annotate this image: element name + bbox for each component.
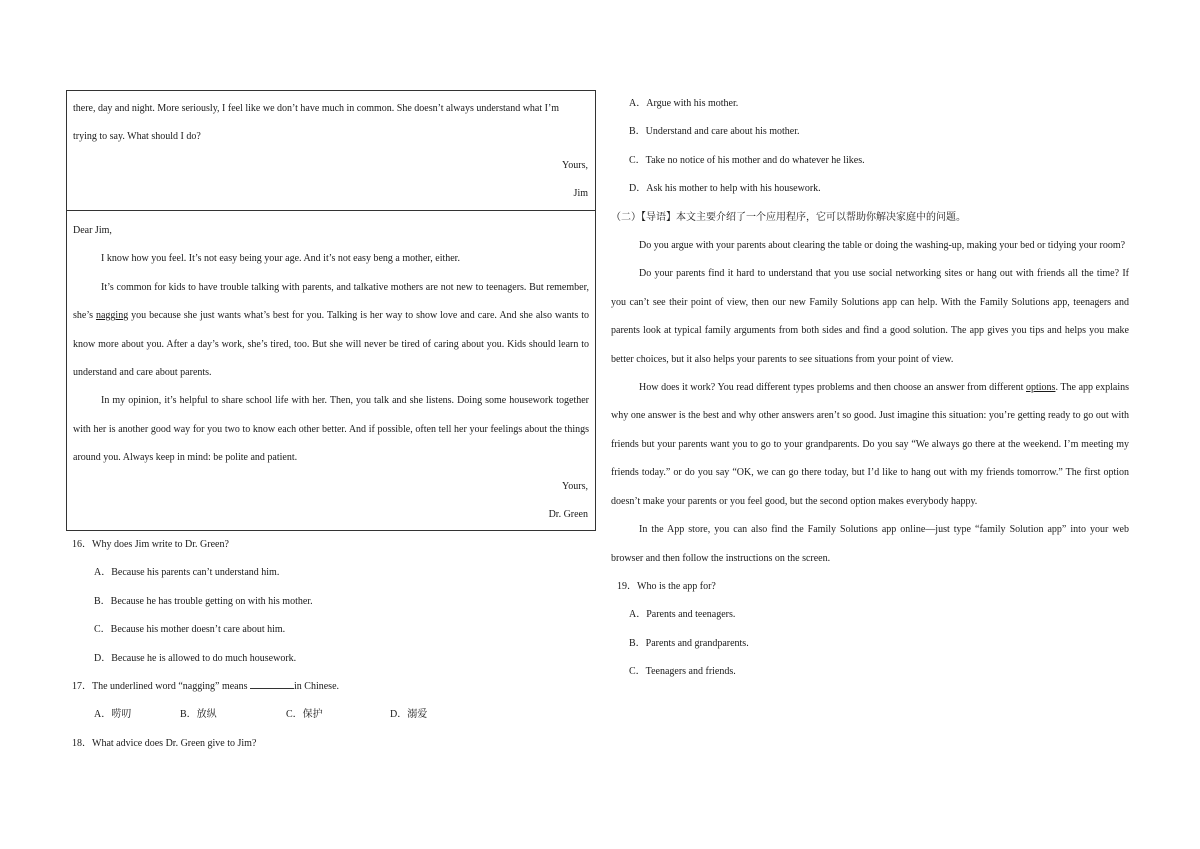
question-16: [72, 531, 596, 673]
letter2-closing: Yours,: [562, 480, 588, 492]
q17-question-text-b: in Chinese.: [294, 681, 340, 693]
passage2-para1: Do you argue with your parents about clearing the table or doing the washing-up, making your bed or tidying your room?: [639, 240, 1126, 252]
q17-option-d[interactable]: D．溺爱: [390, 709, 428, 721]
q17-question-text-a: 17．The underlined word “nagging” means: [72, 681, 251, 693]
question-17: [72, 673, 596, 730]
q18-option-d[interactable]: D．Ask his mother to help with his housework.: [629, 183, 821, 195]
letter1-line1: there, day and night. More seriously, I feel like we don’t have much in common. She doesn’t always understand what I’m: [73, 103, 560, 114]
passage2-para4: In the App store, you can also find the Family Solutions app online—just type “family Solution app” into your web browser and then follow the instructions on the screen.: [611, 524, 1129, 564]
letter2-para2: [73, 274, 589, 388]
letter2-para2-text-a: It’s common for kids to have trouble talking with parents, and talkative mothers are not new to teenagers. But remember, she’s: [73, 281, 589, 322]
q19-question: 19．Who is the app for?: [617, 580, 716, 592]
q18-options: [611, 90, 1129, 204]
underlined-word-nagging: nagging: [95, 310, 129, 322]
q16-question: 16．Why does Jim write to Dr. Green?: [72, 539, 229, 550]
passage2-para3: [611, 374, 1129, 516]
q19-option-b[interactable]: B．Parents and grandparents.: [629, 637, 749, 649]
passage2-para3-text-b: . The app explains why one answer is the best and why other answers aren’t so good. Just imagine this situation: you’re getting ready to go out with friends but your parents want you to go to your grandparents. Do you say “We always go there at the weekend. I’m meeting my friends today.” or do you say “OK, we can go there today, but I’d like to hang out with my friends tomorrow.” The first option doesn’t make your parents or you feel good, but the second option makes everybody happy.: [611, 382, 1129, 507]
letter2-signature: Dr. Green: [548, 509, 588, 521]
letter2-para2-text-b: you because she just wants what’s best for you. Talking is her way to show love and care. And she also wants to know more about you. After a day’s work, she’s tired, too. But she will never be tired of caring about you. Kids should learn to understand and care about parents.: [73, 310, 589, 379]
letter2-greeting: Dear Jim,: [73, 225, 112, 236]
passage2-para3-text-a: How does it work? You read different types problems and then choose an answer from different: [639, 382, 1026, 394]
answer-blank: [250, 679, 294, 689]
letter1-line2: trying to say. What should I do?: [73, 131, 201, 143]
q17-option-b[interactable]: B．放纵: [180, 709, 217, 721]
question-18: [72, 730, 596, 758]
letter-from-jim: [66, 90, 596, 211]
q16-option-a[interactable]: A．Because his parents can’t understand him.: [94, 567, 280, 579]
q17-options: [72, 701, 596, 729]
q18-option-c[interactable]: C．Take no notice of his mother and do whatever he likes.: [629, 154, 865, 166]
left-column: [66, 90, 596, 758]
right-column: [611, 90, 1129, 687]
q16-option-b[interactable]: B．Because he has trouble getting on with his mother.: [94, 595, 313, 607]
letter-from-dr-green: [66, 211, 596, 531]
q17-option-a[interactable]: A．唠叨: [94, 709, 132, 721]
q16-option-c[interactable]: C．Because his mother doesn’t care about him.: [94, 624, 286, 636]
question-19: [611, 573, 1129, 687]
letter1-signature: Jim: [573, 188, 588, 200]
q18-question: 18．What advice does Dr. Green give to Jim?: [72, 737, 257, 749]
q19-option-a[interactable]: A．Parents and teenagers.: [629, 609, 736, 621]
q18-option-a[interactable]: A．Argue with his mother.: [629, 98, 739, 109]
q18-option-b[interactable]: B．Understand and care about his mother.: [629, 126, 800, 138]
q17-question: [72, 673, 596, 701]
letter2-para1: I know how you feel. It’s not easy being your age. And it’s not easy beng a mother, either.: [101, 253, 460, 265]
letter2-para3: In my opinion, it’s helpful to share school life with her. Then, you talk and she listens. Doing some housework together with her is another good way for you two to know each other better. And if possible, often tell her your feelings about the things around you. Always keep in mind: be polite and patient.: [73, 395, 589, 464]
letter1-closing: Yours,: [562, 159, 588, 171]
q17-option-c[interactable]: C．保护: [286, 709, 323, 721]
underlined-word-options: options: [1026, 382, 1056, 394]
q16-option-d[interactable]: D．Because he is allowed to do much housework.: [94, 652, 297, 664]
passage2-para2: Do your parents find it hard to understand that you use social networking sites or hang out with friends all the time? If you can’t see their point of view, then our new Family Solutions app can help. With the Family Solutions app, teenagers and parents look at typical family arguments from both sides and find a good solution. The app gives you tips and helps you make better choices, but it also helps your parents to see situations from your point of view.: [611, 268, 1129, 365]
passage2-guide: （二）【导语】本文主要介绍了一个应用程序，它可以帮助你解决家庭中的问题。: [611, 211, 966, 223]
q19-option-c[interactable]: C．Teenagers and friends.: [629, 666, 736, 678]
